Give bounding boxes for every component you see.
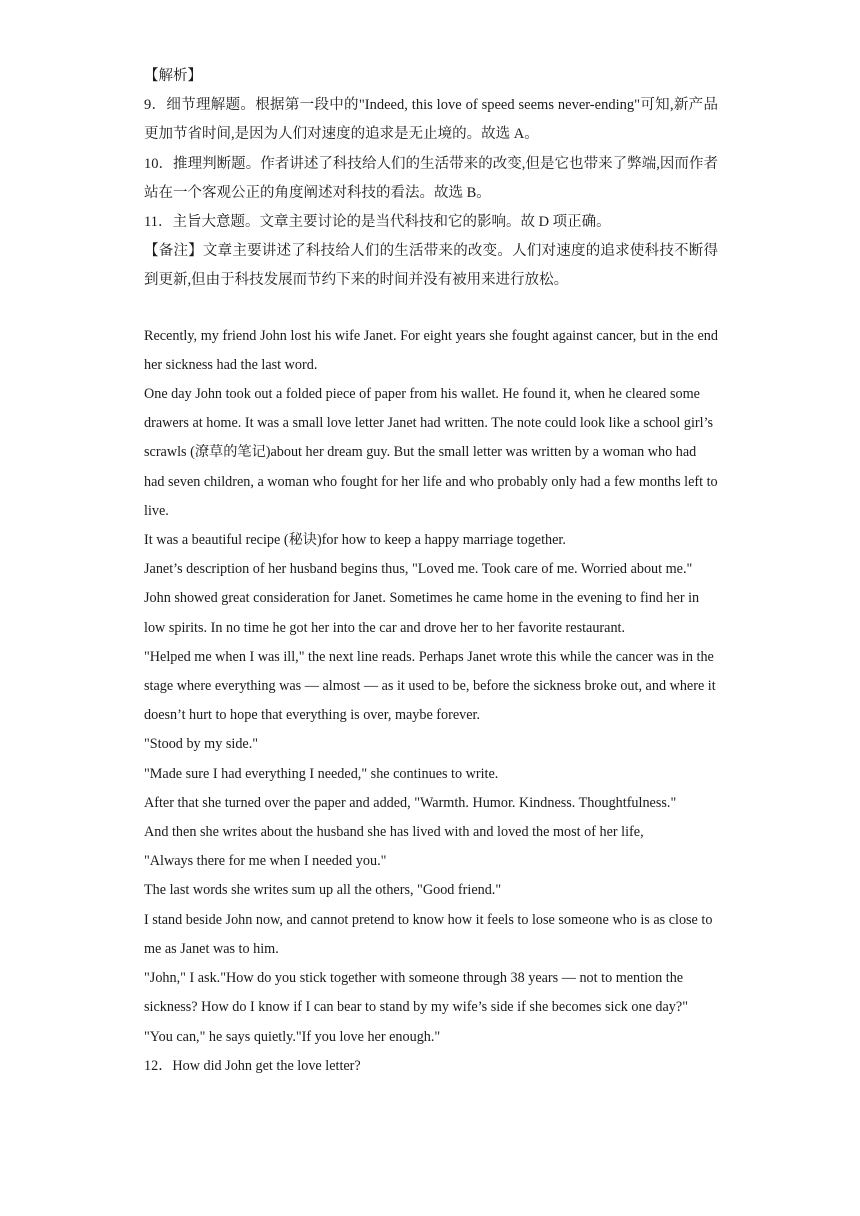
analysis-item-9: 9．细节理解题。根据第一段中的"Indeed, this love of speed seems never-ending"可知,新产品更加节省时间,是因为人们对速度的追求是无止境的。故选 A。: [144, 97, 718, 143]
analysis-header: 【解析】: [144, 68, 202, 84]
section-spacer: [144, 296, 718, 322]
passage-paragraph: I stand beside John now, and cannot pretend to know how it feels to lose someone who is as close to me as Janet was to him.: [144, 911, 713, 957]
passage-paragraph: "Always there for me when I needed you.": [144, 853, 387, 870]
passage-paragraph: "John," I ask."How do you stick together with someone through 38 years — not to mention the sickness? How do I know if I can bear to stand by my wife’s side if she becomes sick one day?": [144, 970, 688, 1016]
question-12: 12．How did John get the love letter?: [144, 1057, 361, 1074]
passage-paragraph: It was a beautiful recipe (秘诀)for how to keep a happy marriage together.: [144, 532, 566, 549]
passage-paragraph: And then she writes about the husband she has lived with and loved the most of her life,: [144, 824, 644, 841]
analysis-item-11: 11．主旨大意题。文章主要讨论的是当代科技和它的影响。故 D 项正确。: [144, 214, 611, 231]
passage-paragraph: John showed great consideration for Janet. Sometimes he came home in the evening to find her in low spirits. In no time he got her into the car and drove her to her favorite restaurant.: [144, 590, 700, 636]
document-page: [144, 62, 718, 1081]
analysis-item-10: 10．推理判断题。作者讲述了科技给人们的生活带来的改变,但是它也带来了弊端,因而作者站在一个客观公正的角度阐述对科技的看法。故选 B。: [144, 155, 718, 201]
passage-paragraph: After that she turned over the paper and added, "Warmth. Humor. Kindness. Thoughtfulness.": [144, 794, 677, 811]
passage-paragraph: "Stood by my side.": [144, 736, 259, 753]
passage-paragraph: One day John took out a folded piece of paper from his wallet. He found it, when he cleared some drawers at home. It was a small love letter Janet had written. The note could look like a school girl’s scrawls (潦草的笔记)about her dream guy. But the small letter was written by a woman who had had seven children, a woman who fought for her life and who probably only had a few months left to live.: [144, 386, 718, 519]
analysis-section: [144, 62, 718, 296]
analysis-note: 【备注】文章主要讲述了科技给人们的生活带来的改变。人们对速度的追求使科技不断得到更新,但由于科技发展而节约下来的时间并没有被用来进行放松。: [144, 243, 718, 289]
passage-paragraph: "Helped me when I was ill," the next line reads. Perhaps Janet wrote this while the cancer was in the stage where everything was — almost — as it used to be, before the sickness broke out, and where it doesn’t hurt to hope that everything is over, maybe forever.: [144, 648, 716, 724]
passage-paragraph: "You can," he says quietly."If you love her enough.": [144, 1028, 441, 1045]
passage-paragraph: Janet’s description of her husband begins thus, "Loved me. Took care of me. Worried about me.": [144, 561, 693, 578]
passage-paragraph: "Made sure I had everything I needed," she continues to write.: [144, 765, 499, 782]
passage-paragraph: The last words she writes sum up all the others, "Good friend.": [144, 882, 502, 899]
passage-paragraph: Recently, my friend John lost his wife Janet. For eight years she fought against cancer, but in the end her sickness had the last word.: [144, 327, 718, 373]
reading-passage: [144, 322, 718, 1081]
